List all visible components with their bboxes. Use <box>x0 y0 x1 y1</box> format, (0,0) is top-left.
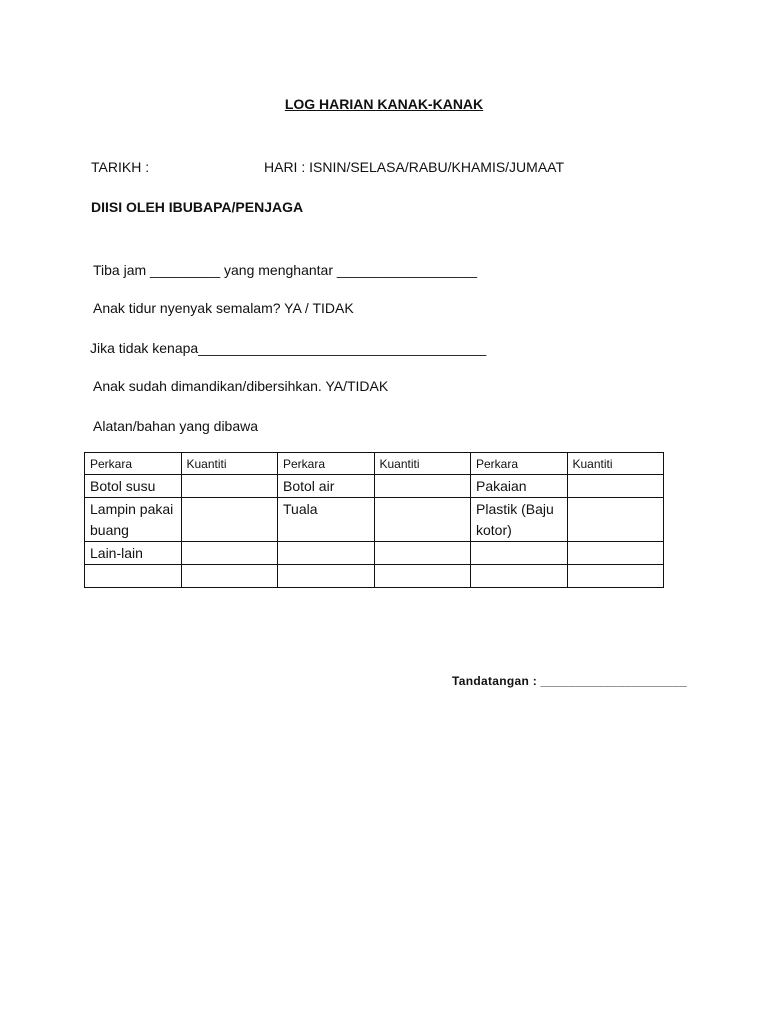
header-cell: Perkara <box>471 453 568 475</box>
items-table <box>84 452 664 588</box>
table-cell <box>567 475 664 498</box>
header-cell: Kuantiti <box>567 453 664 475</box>
table-cell: Pakaian <box>471 475 568 498</box>
table-row <box>85 565 664 588</box>
table-cell: Plastik (Baju kotor) <box>471 498 568 542</box>
hari-label: HARI : ISNIN/SELASA/RABU/KHAMIS/JUMAAT <box>264 159 565 175</box>
table-row <box>85 475 664 498</box>
table-cell <box>567 498 664 542</box>
table-cell <box>374 565 471 588</box>
bathed-line: Anak sudah dimandikan/dibersihkan. YA/TIDAK <box>93 378 389 394</box>
tarikh-label: TARIKH : <box>91 159 150 175</box>
table-cell <box>181 565 278 588</box>
section-heading: DIISI OLEH IBUBAPA/PENJAGA <box>91 199 304 215</box>
table-row <box>85 498 664 542</box>
table-cell: Lampin pakai buang <box>85 498 182 542</box>
table-cell <box>471 565 568 588</box>
table-cell <box>85 565 182 588</box>
table-cell: Botol air <box>278 475 375 498</box>
reason-line: Jika tidak kenapa_____________________________________ <box>90 340 487 356</box>
table-cell: Tuala <box>278 498 375 542</box>
header-cell: Perkara <box>85 453 182 475</box>
table-cell <box>181 542 278 565</box>
table-cell <box>278 542 375 565</box>
table-cell <box>181 475 278 498</box>
table-row <box>85 542 664 565</box>
table-cell: Botol susu <box>85 475 182 498</box>
items-brought-line: Alatan/bahan yang dibawa <box>93 418 259 434</box>
table-cell <box>567 565 664 588</box>
header-cell: Kuantiti <box>181 453 278 475</box>
signature-line: Tandatangan : _____________________ <box>452 674 688 688</box>
header-cell: Perkara <box>278 453 375 475</box>
table-cell <box>567 542 664 565</box>
table-cell <box>374 542 471 565</box>
table-header-row <box>85 453 664 475</box>
header-cell: Kuantiti <box>374 453 471 475</box>
table-cell <box>374 475 471 498</box>
document-title-text: LOG HARIAN KANAK-KANAK <box>284 96 484 112</box>
arrival-line: Tiba jam _________ yang menghantar __________________ <box>93 262 478 278</box>
table-cell <box>374 498 471 542</box>
sleep-line: Anak tidur nyenyak semalam? YA / TIDAK <box>93 300 354 316</box>
table-cell <box>471 542 568 565</box>
document-title <box>0 96 768 112</box>
table-cell: Lain-lain <box>85 542 182 565</box>
table-cell <box>278 565 375 588</box>
table-cell <box>181 498 278 542</box>
